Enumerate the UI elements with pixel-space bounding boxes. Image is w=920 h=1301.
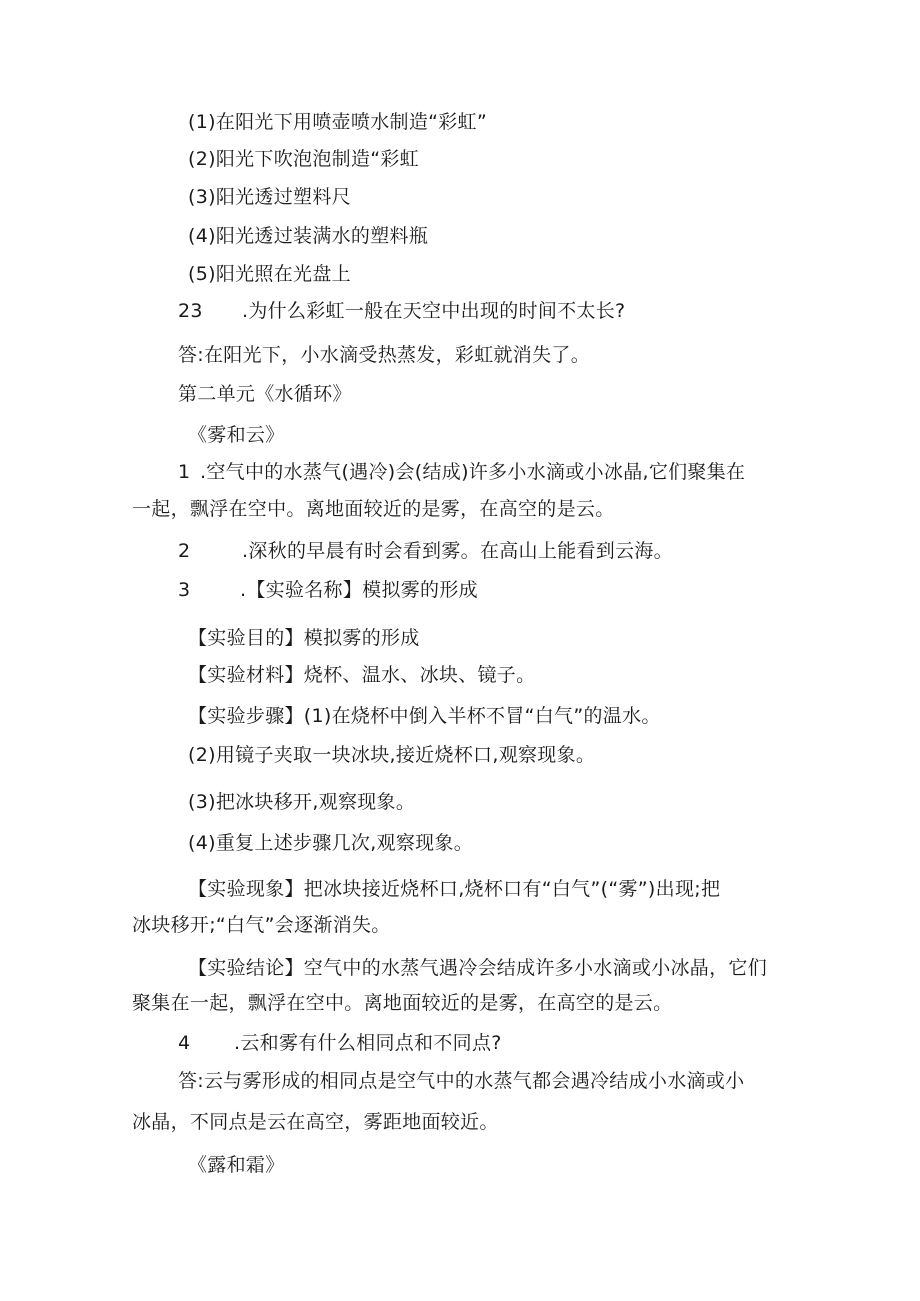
answer-4-continued: 冰晶，不同点是云在高空，雾距地面较近。 xyxy=(132,1111,499,1133)
point-1-continued: 一起，飘浮在空中。离地面较近的是雾，在高空的是云。 xyxy=(132,498,615,520)
experiment-conclusion-continued: 聚集在一起，飘浮在空中。离地面较近的是雾，在高空的是云。 xyxy=(132,992,673,1014)
experiment-steps: 【实验步骤】(1)在烧杯中倒入半杯不冒“白气”的温水。 xyxy=(188,705,661,727)
answer-23: 答:在阳光下，小水滴受热蒸发，彩虹就消失了。 xyxy=(178,344,591,366)
question-23-text: .为什么彩虹一般在天空中出现的时间不太长? xyxy=(242,300,626,322)
unit-heading: 第二单元《水循环》 xyxy=(178,383,352,405)
rainbow-method-4: (4)阳光透过装满水的塑料瓶 xyxy=(188,225,429,247)
experiment-materials: 【实验材料】烧杯、温水、冰块、镜子。 xyxy=(188,664,536,686)
rainbow-method-1: (1)在阳光下用喷壶喷水制造“彩虹” xyxy=(188,111,488,133)
point-3-number: 3 xyxy=(178,579,191,601)
point-4 xyxy=(178,1030,502,1056)
point-2-text: .深秋的早晨有时会看到雾。在高山上能看到云海。 xyxy=(242,540,673,562)
point-3-text: .【实验名称】模拟雾的形成 xyxy=(240,579,478,601)
point-4-number: 4 xyxy=(178,1032,191,1054)
lesson-heading-dew-frost: 《露和霜》 xyxy=(188,1154,285,1176)
experiment-step-2: (2)用镜子夹取一块冰块,接近烧杯口,观察现象。 xyxy=(188,744,596,766)
point-2-number: 2 xyxy=(178,540,191,562)
rainbow-method-3: (3)阳光透过塑料尺 xyxy=(188,186,351,208)
experiment-conclusion: 【实验结论】空气中的水蒸气遇冷会结成许多小水滴或小冰晶，它们 xyxy=(188,957,768,979)
point-1 xyxy=(178,459,745,485)
point-2 xyxy=(178,538,673,564)
rainbow-method-5: (5)阳光照在光盘上 xyxy=(188,263,351,285)
lesson-heading-fog-cloud: 《雾和云》 xyxy=(188,424,285,446)
point-3 xyxy=(178,577,478,603)
experiment-step-4: (4)重复上述步骤几次,观察现象。 xyxy=(188,832,474,854)
experiment-step-3: (3)把冰块移开,观察现象。 xyxy=(188,791,416,813)
question-23 xyxy=(178,298,625,324)
experiment-goal: 【实验目的】模拟雾的形成 xyxy=(188,627,420,649)
rainbow-method-2: (2)阳光下吹泡泡制造“彩虹 xyxy=(188,148,419,170)
experiment-phenomenon-continued: 冰块移开;“白气”会逐渐消失。 xyxy=(132,914,391,936)
answer-4: 答:云与雾形成的相同点是空气中的水蒸气都会遇冷结成小水滴或小 xyxy=(178,1070,745,1092)
question-23-number: 23 xyxy=(178,300,203,322)
point-1-text: .空气中的水蒸气(遇冷)会(结成)许多小水滴或小冰晶,它们聚集在 xyxy=(200,461,746,483)
point-4-text: .云和雾有什么相同点和不同点? xyxy=(234,1032,502,1054)
experiment-phenomenon: 【实验现象】把冰块接近烧杯口,烧杯口有“白气”(“雾”)出现;把 xyxy=(188,878,721,900)
point-1-number: 1 xyxy=(178,461,191,483)
